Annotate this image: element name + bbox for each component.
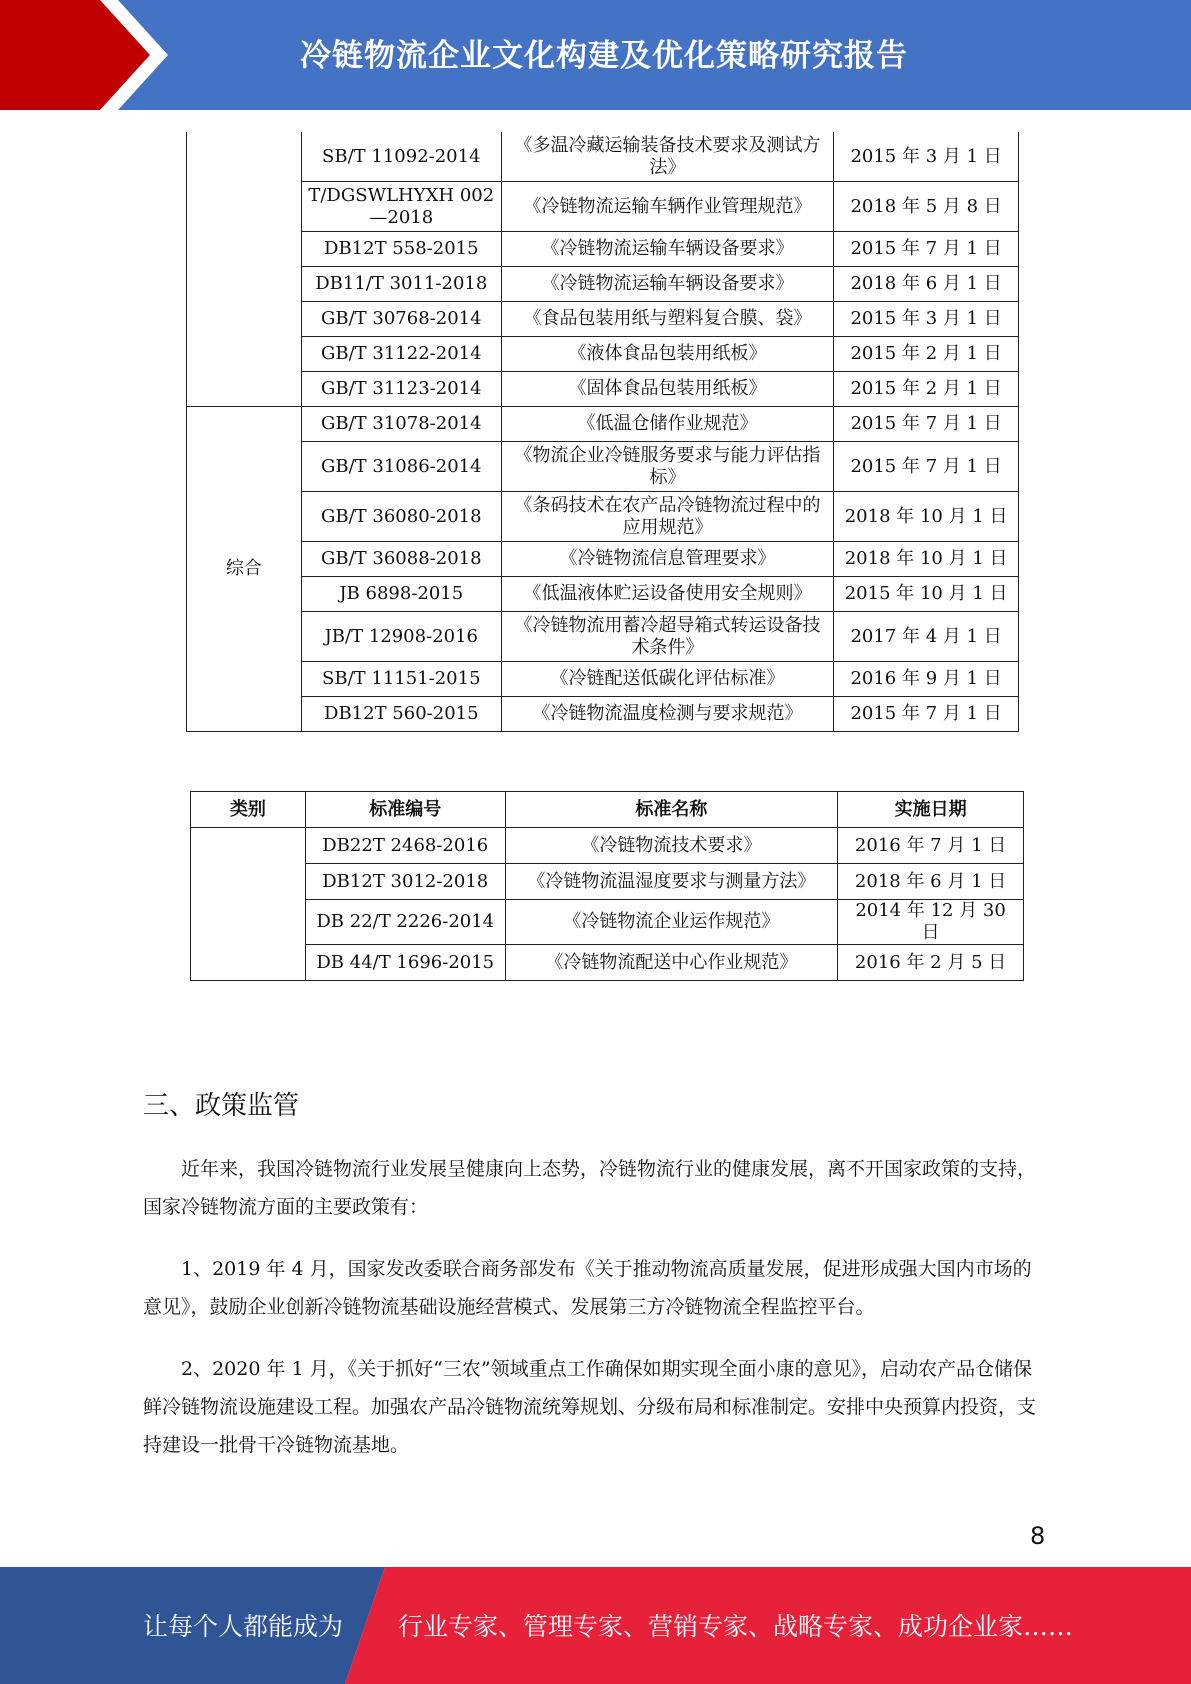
paragraph: 近年来，我国冷链物流行业发展呈健康向上态势，冷链物流行业的健康发展，离不开国家政策的支持，国家冷链物流方面的主要政策有： [143, 1158, 1037, 1218]
table-row [187, 267, 1019, 302]
table-row [187, 662, 1019, 697]
table-row [191, 864, 1024, 900]
effective-date: 2018 年 5 月 8 日 [834, 182, 1019, 232]
standard-code: GB/T 31078-2014 [301, 407, 501, 442]
standard-name: 《冷链物流信息管理要求》 [501, 542, 833, 577]
standard-name: 《固体食品包装用纸板》 [501, 372, 833, 407]
column-header-category: 类别 [191, 792, 306, 828]
standard-code: DB12T 3012-2018 [305, 864, 505, 900]
effective-date: 2015 年 2 月 1 日 [834, 337, 1019, 372]
standard-name: 《食品包装用纸与塑料复合膜、袋》 [501, 302, 833, 337]
category-cell-empty [187, 132, 302, 407]
standard-name: 《冷链物流运输车辆设备要求》 [501, 267, 833, 302]
standard-name: 《物流企业冷链服务要求与能力评估指标》 [501, 442, 833, 492]
page-header [0, 0, 1191, 110]
table-row [187, 372, 1019, 407]
category-comprehensive: 综合 [187, 407, 302, 732]
standard-code: SB/T 11151-2015 [301, 662, 501, 697]
standard-name: 《液体食品包装用纸板》 [501, 337, 833, 372]
section-heading: 三、政策监管 [143, 1091, 300, 1121]
table-row [187, 697, 1019, 732]
column-header-code: 标准编号 [305, 792, 505, 828]
effective-date: 2014 年 12 月 30 日 [838, 900, 1024, 945]
column-header-date: 实施日期 [838, 792, 1024, 828]
effective-date: 2018 年 6 月 1 日 [838, 864, 1024, 900]
standard-name: 《冷链物流企业运作规范》 [505, 900, 838, 945]
footer-slogan-left: 让每个人都能成为 [143, 1612, 344, 1641]
standard-code: GB/T 31086-2014 [301, 442, 501, 492]
effective-date: 2016 年 7 月 1 日 [838, 828, 1024, 864]
column-header-name: 标准名称 [505, 792, 838, 828]
standard-code: GB/T 30768-2014 [301, 302, 501, 337]
effective-date: 2016 年 9 月 1 日 [834, 662, 1019, 697]
standard-code: JB/T 12908-2016 [301, 612, 501, 662]
header-title: 冷链物流企业文化构建及优化策略研究报告 [300, 38, 908, 74]
table-row [187, 182, 1019, 232]
effective-date: 2016 年 2 月 5 日 [838, 945, 1024, 981]
page-number: 8 [1030, 1522, 1046, 1550]
table-row [187, 612, 1019, 662]
standard-code: DB 44/T 1696-2015 [305, 945, 505, 981]
footer-slogan-right: 行业专家、管理专家、营销专家、战略专家、成功企业家…… [398, 1612, 1074, 1641]
standard-name: 《多温冷藏运输装备技术要求及测试方法》 [501, 132, 833, 182]
standard-code: JB 6898-2015 [301, 577, 501, 612]
effective-date: 2015 年 7 月 1 日 [834, 697, 1019, 732]
standard-name: 《冷链物流运输车辆设备要求》 [501, 232, 833, 267]
standard-code: GB/T 31123-2014 [301, 372, 501, 407]
effective-date: 2015 年 3 月 1 日 [834, 302, 1019, 337]
standards-table [190, 791, 1024, 981]
table-header-row [191, 792, 1024, 828]
standard-code: GB/T 36080-2018 [301, 492, 501, 542]
category-cell-empty [191, 828, 306, 981]
effective-date: 2015 年 2 月 1 日 [834, 372, 1019, 407]
table-row [191, 945, 1024, 981]
effective-date: 2015 年 7 月 1 日 [834, 442, 1019, 492]
paragraph: 1、2019 年 4 月，国家发改委联合商务部发布《关于推动物流高质量发展，促进形成强大国内市场的意见》，鼓励企业创新冷链物流基础设施经营模式、发展第三方冷链物流全程监控平台。 [143, 1258, 1032, 1318]
standard-code: DB12T 558-2015 [301, 232, 501, 267]
standard-name: 《冷链物流温湿度要求与测量方法》 [505, 864, 838, 900]
standard-code: DB22T 2468-2016 [305, 828, 505, 864]
table-row [191, 828, 1024, 864]
effective-date: 2018 年 6 月 1 日 [834, 267, 1019, 302]
standard-code: GB/T 31122-2014 [301, 337, 501, 372]
table-row [187, 302, 1019, 337]
effective-date: 2015 年 7 月 1 日 [834, 232, 1019, 267]
table-row [187, 232, 1019, 267]
effective-date: 2015 年 7 月 1 日 [834, 407, 1019, 442]
table-row [187, 442, 1019, 492]
standard-name: 《低温仓储作业规范》 [501, 407, 833, 442]
standard-code: GB/T 36088-2018 [301, 542, 501, 577]
table-row [187, 492, 1019, 542]
effective-date: 2018 年 10 月 1 日 [834, 492, 1019, 542]
page-footer [0, 1567, 1191, 1684]
table-row [187, 407, 1019, 442]
standard-name: 《冷链物流技术要求》 [505, 828, 838, 864]
standard-name: 《冷链配送低碳化评估标准》 [501, 662, 833, 697]
standard-name: 《条码技术在农产品冷链物流过程中的应用规范》 [501, 492, 833, 542]
standard-name: 《冷链物流温度检测与要求规范》 [501, 697, 833, 732]
effective-date: 2015 年 10 月 1 日 [834, 577, 1019, 612]
standard-code: SB/T 11092-2014 [301, 132, 501, 182]
table-row [191, 900, 1024, 945]
standard-code: DB11/T 3011-2018 [301, 267, 501, 302]
standard-code: DB12T 560-2015 [301, 697, 501, 732]
standard-name: 《冷链物流运输车辆作业管理规范》 [501, 182, 833, 232]
effective-date: 2017 年 4 月 1 日 [834, 612, 1019, 662]
standards-table-continued [186, 132, 1019, 732]
table-row [187, 542, 1019, 577]
effective-date: 2018 年 10 月 1 日 [834, 542, 1019, 577]
table-row [187, 132, 1019, 182]
standard-code: T/DGSWLHYXH 002—2018 [301, 182, 501, 232]
table-row [187, 337, 1019, 372]
table-row [187, 577, 1019, 612]
standard-name: 《冷链物流用蓄冷超导箱式转运设备技术条件》 [501, 612, 833, 662]
effective-date: 2015 年 3 月 1 日 [834, 132, 1019, 182]
standard-code: DB 22/T 2226-2014 [305, 900, 505, 945]
standard-name: 《冷链物流配送中心作业规范》 [505, 945, 838, 981]
standard-name: 《低温液体贮运设备使用安全规则》 [501, 577, 833, 612]
paragraph: 2、2020 年 1 月，《关于抓好“三农”领域重点工作确保如期实现全面小康的意见》，启动农产品仓储保鲜冷链物流设施建设工程。加强农产品冷链物流统筹规划、分级布局和标准制定。安排中央预算内投资，支持建设一批骨干冷链物流基地。 [143, 1358, 1037, 1456]
